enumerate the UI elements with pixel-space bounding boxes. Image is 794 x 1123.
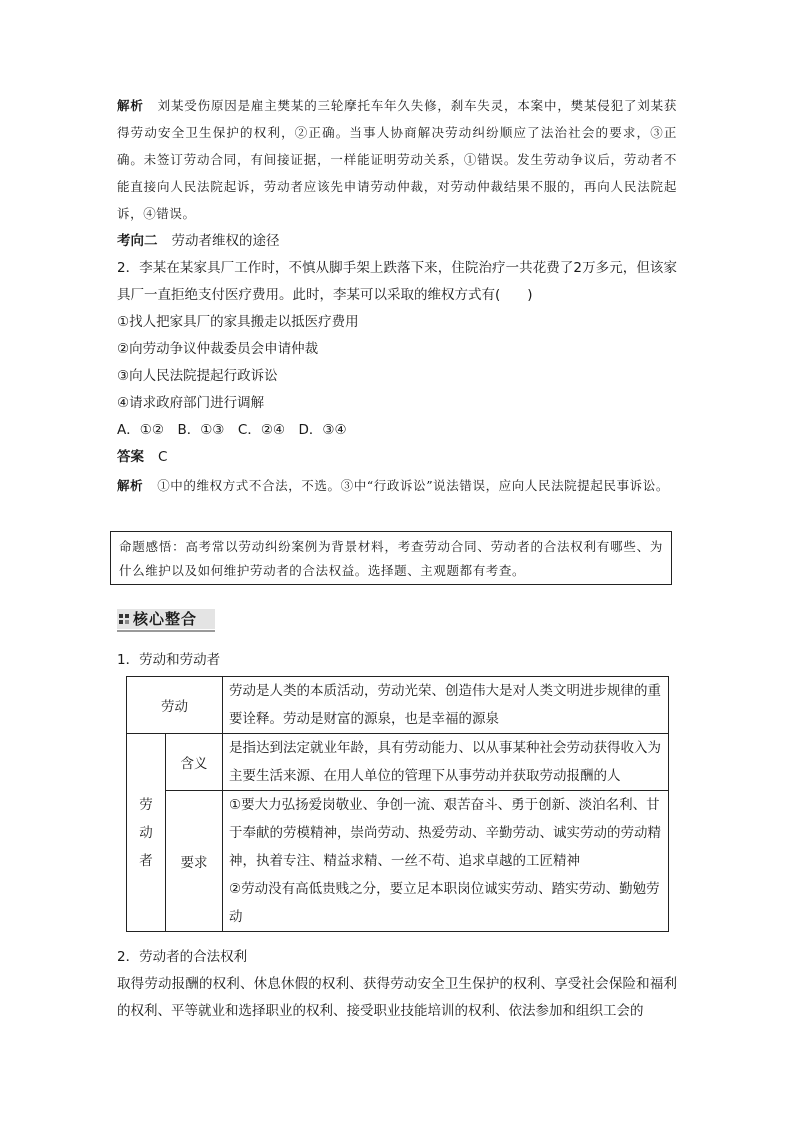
row-label-meaning: 含义 (166, 734, 223, 791)
question-option-1: ①找人把家具厂的家具搬走以抵医疗费用 (117, 314, 359, 330)
insight-box (110, 531, 672, 585)
item1-heading: 1．劳动和劳动者 (117, 652, 221, 668)
answer-value: C (158, 449, 168, 465)
section-title: 核心整合 (133, 610, 198, 628)
group-label-laborer: 劳 动 者 (127, 734, 166, 932)
row-text-labor: 劳动是人类的本质活动，劳动光荣、创造伟大是对人类文明进步规律的重要诠释。劳动是财富的源泉，也是幸福的源泉 (223, 677, 669, 734)
analysis-text: 刘某受伤原因是雇主樊某的三轮摩托车年久失修，刹车失灵，本案中，樊某侵犯了刘某获得劳动安全卫生保护的权利，②正确。当事人协商解决劳动纠纷顺应了法治社会的要求，③正确。未签订劳动合同，有间接证据，一样能证明劳动关系，①错误。发生劳动争议后，劳动者不能直接向人民法院起诉，劳动者应该先申请劳动仲裁，对劳动仲裁结果不服的，再向人民法院起诉，④错误。 (117, 98, 678, 221)
subheading-text: 劳动者维权的途径 (171, 233, 280, 249)
question-option-4: ④请求政府部门进行调解 (117, 395, 265, 411)
answer-label: 答案 (117, 449, 144, 465)
analysis-text-2: ①中的维权方式不合法，不选。③中“行政诉讼”说法错误，应向人民法院提起民事诉讼。 (157, 478, 669, 493)
question-option-2: ②向劳动争议仲裁委员会申请仲裁 (117, 341, 319, 357)
section-heading (117, 609, 215, 633)
section-marker-icon (119, 614, 129, 624)
subheading-label: 考向二 (117, 233, 158, 249)
labor-table (126, 676, 669, 932)
question-block (117, 255, 677, 444)
analysis-label: 解析 (117, 98, 144, 113)
question-option-3: ③向人民法院提起行政诉讼 (117, 368, 278, 384)
analysis-paragraph-1 (117, 92, 677, 227)
table-row (127, 677, 669, 734)
question-stem: 2．李某在某家具厂工作时，不慎从脚手架上跌落下来，住院治疗一共花费了2万多元，但该家具厂一直拒绝支付医疗费用。此时，李某可以采取的维权方式有( ) (117, 260, 677, 303)
row-text-meaning: 是指达到法定就业年龄，具有劳动能力、以从事某种社会劳动获得收入为主要生活来源、在用人单位的管理下从事劳动并获取劳动报酬的人 (223, 734, 669, 791)
answer-line (117, 444, 677, 471)
item2-text: 取得劳动报酬的权利、休息休假的权利、获得劳动安全卫生保护的权利、享受社会保险和福利的权利、平等就业和选择职业的权利、接受职业技能培训的权利、依法参加和组织工会的 (117, 976, 677, 1019)
question-choices: A．①② B．①③ C．②④ D．③④ (117, 422, 347, 438)
table-row (127, 791, 669, 932)
item2-block (117, 944, 677, 1025)
subheading (117, 228, 677, 255)
row-label-requirement: 要求 (166, 791, 223, 932)
table-row (127, 734, 669, 791)
item2-heading: 2．劳动者的合法权利 (117, 949, 248, 965)
row-label-labor: 劳动 (127, 677, 223, 734)
row-text-requirement: ①要大力弘扬爱岗敬业、争创一流、艰苦奋斗、勇于创新、淡泊名利、甘于奉献的劳模精神，崇尚劳动、热爱劳动、辛勤劳动、诚实劳动的劳动精神，执着专注、精益求精、一丝不苟、追求卓越的工匠精神 ②劳动没有高低贵贱之分，要立足本职岗位诚实劳动、踏实劳动、勤勉劳动 (223, 791, 669, 932)
analysis-label-2: 解析 (117, 478, 144, 493)
analysis-paragraph-2 (117, 472, 677, 499)
insight-text: 命题感悟：高考常以劳动纠纷案例为背景材料，考查劳动合同、劳动者的合法权利有哪些、为什么维护以及如何维护劳动者的合法权益。选择题、主观题都有考查。 (119, 539, 663, 578)
